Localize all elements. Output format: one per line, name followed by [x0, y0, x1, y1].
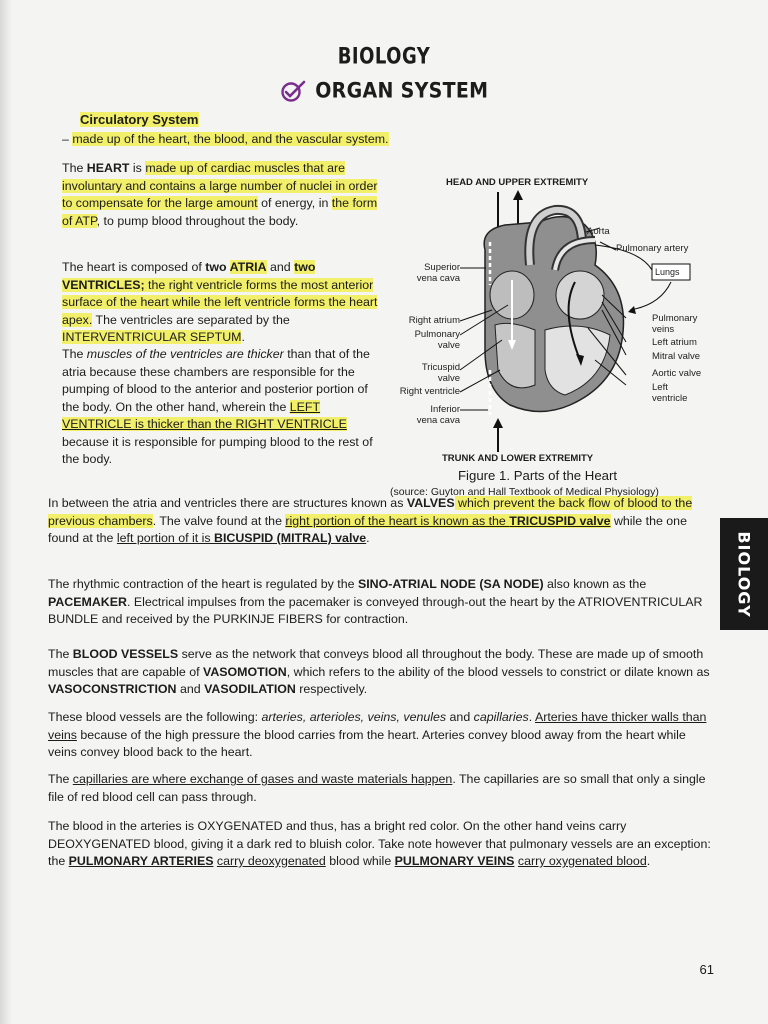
- p5-s1: BLOOD VESSELS: [72, 647, 179, 661]
- p5-s5: VASOCONSTRICTION: [48, 682, 177, 696]
- p5-s6: and: [176, 682, 205, 696]
- p7-s0: The: [48, 772, 73, 786]
- p5-s2: serve as the network that conveys blood all throughout the body. These are made up of smooth muscles that are capable of: [48, 647, 704, 679]
- section-heading-text: Circulatory System: [80, 112, 199, 127]
- section-heading: [80, 112, 199, 127]
- p2b-s0: The: [62, 347, 87, 361]
- label-right-ventricle: Right ventricle: [399, 386, 460, 397]
- heart-figure: [390, 170, 720, 500]
- p5-s4: , which refers to the ability of the blood vessels to constrict or dilate known as: [286, 664, 710, 679]
- p2b-s4: because it is responsible for pumping blood to the rest of the body.: [62, 434, 373, 466]
- p6-s5: Arteries have thicker walls than veins: [48, 710, 707, 742]
- page-title: BIOLOGY: [337, 42, 431, 70]
- p2a-s5: the right ventricle forms the most anterior surface of the heart while the left ventricle forms the heart apex.: [62, 277, 378, 327]
- label-superior-vena-cava: Superior vena cava: [416, 262, 460, 284]
- p6-s6: because of the high pressure the blood carries from the heart. Arteries convey blood away from the heart while veins convey blood back to the heart.: [48, 727, 686, 759]
- figure-top-label: HEAD AND UPPER EXTREMITY: [446, 177, 589, 188]
- p2a-s3: and: [266, 260, 295, 274]
- label-lungs: Lungs: [655, 267, 680, 277]
- page-subtitle: [0, 80, 768, 102]
- p7-s1: capillaries are where exchange of gases and waste materials happen: [72, 772, 453, 786]
- label-left-ventricle: Left ventricle: [652, 382, 688, 404]
- p8-s4: blood while: [325, 854, 395, 868]
- p5-s0: The: [48, 647, 73, 661]
- p2a-s6: The ventricles are separated by the: [92, 312, 290, 327]
- label-left-atrium: Left atrium: [652, 337, 697, 348]
- p2b-s1: muscles of the ventricles are thicker: [86, 347, 284, 361]
- p7-s2: . The capillaries are so small that only a single file of red blood cell can pass through.: [48, 772, 706, 804]
- paragraph-5: [48, 646, 712, 699]
- p2a-s4: two VENTRICLES;: [62, 260, 316, 292]
- section-side-tab: [720, 518, 768, 630]
- figure-bottom-label: TRUNK AND LOWER EXTREMITY: [442, 453, 594, 464]
- p1-s6: , to pump blood throughout the body.: [96, 213, 299, 228]
- p8-s3: carry deoxygenated: [216, 854, 326, 868]
- label-mitral-valve: Mitral valve: [652, 351, 701, 362]
- p5-s3: VASOMOTION: [202, 664, 287, 679]
- label-pulmonary-artery: Pulmonary artery: [616, 243, 689, 254]
- p8-s8: .: [646, 854, 651, 868]
- p6-s4: .: [528, 710, 535, 724]
- p3-s5: TRICUSPID valve: [509, 513, 611, 528]
- p4-s3: PACEMAKER: [48, 594, 127, 609]
- p1-s3: made up of cardiac muscles that are involuntary and contains a large number of nuclei in order to compensate for the large amount: [62, 161, 378, 210]
- p6-s0: These blood vessels are the following:: [48, 710, 262, 724]
- p3-s3: . The valve found at the: [152, 513, 286, 528]
- paragraph-3: [48, 495, 712, 548]
- p2a-s8: .: [241, 330, 245, 344]
- p6-s3: capillaries: [473, 710, 529, 724]
- p6-s1: arteries, arterioles, veins, venules: [261, 710, 447, 724]
- p3-s1: VALVES: [406, 496, 455, 510]
- paragraph-2a: [62, 259, 382, 347]
- paragraph-8: [48, 818, 712, 871]
- figure-caption: Figure 1. Parts of the Heart: [458, 468, 618, 483]
- label-inferior-vena-cava: Inferior vena cava: [416, 404, 460, 426]
- p3-s0: In between the atria and ventricles there are structures known as: [48, 496, 407, 510]
- p3-s6: while the one found at the: [48, 513, 687, 545]
- p3-s9: .: [366, 531, 370, 545]
- p4-s4: . Electrical impulses from the pacemaker is conveyed through-out the heart by the ATRIOVENTRICULAR BUNDLE and received by the PURKINJE FIBERS for contraction.: [48, 594, 703, 626]
- p5-s7: VASODILATION: [204, 682, 296, 696]
- p3-s7: left portion of it is: [116, 531, 215, 545]
- check-circle-icon: [280, 80, 306, 102]
- p3-s8: BICUSPID (MITRAL) valve: [214, 531, 367, 545]
- p3-s4: right portion of the heart is known as the: [285, 513, 510, 528]
- p8-s0: The blood in the arteries is OXYGENATED and thus, has a bright red color. On the other hand veins carry DEOXYGENATED blood, giving it a dark red to bluish color. Take note however that pulmonary vessels are an exception: the: [48, 819, 711, 868]
- p2a-s2: ATRIA: [229, 260, 267, 274]
- p4-s1: SINO-ATRIAL NODE (SA NODE): [357, 577, 544, 591]
- side-tab-label: BIOLOGY: [734, 530, 754, 618]
- p2a-s7: INTERVENTRICULAR SEPTUM: [62, 330, 242, 344]
- p1-s5: the form of ATP: [62, 196, 378, 228]
- p0-text: made up of the heart, the blood, and the vascular system.: [72, 132, 389, 146]
- paragraph-1: [62, 160, 380, 230]
- p1-s1: HEART: [86, 161, 130, 175]
- p4-s0: The rhythmic contraction of the heart is regulated by the: [48, 577, 358, 591]
- label-aortic-valve: Aortic valve: [652, 368, 702, 379]
- figure-source: (source: Guyton and Hall Textbook of Medical Physiology): [390, 486, 659, 498]
- p2b-s3: LEFT VENTRICLE is thicker than the RIGHT VENTRICLE: [62, 399, 347, 431]
- p8-s5: PULMONARY VEINS: [394, 854, 515, 868]
- paragraph-6: [48, 709, 712, 762]
- page-number: 61: [699, 962, 714, 977]
- p4-s2: also known as the: [543, 577, 647, 591]
- label-tricuspid-valve: Tricuspid valve: [421, 362, 460, 384]
- paragraph-0: – made up of the heart, the blood, and the vascular system.: [62, 132, 389, 146]
- p5-s8: respectively.: [295, 682, 368, 696]
- p2b-s2: than that of the atria because these chambers are responsible for the pumping of blood to the anterior and posterior portion of the body. On the other hand, wherein the: [62, 347, 370, 414]
- paragraph-2b: [62, 346, 380, 469]
- p3-s2: which prevent the back flow of blood to the previous chambers: [48, 496, 693, 528]
- page-edge: [0, 0, 12, 1024]
- subtitle-text: ORGAN SYSTEM: [315, 78, 489, 104]
- p2a-s0: The heart is composed of: [62, 260, 206, 274]
- p2a-s1: two: [205, 260, 230, 274]
- paragraph-4: [48, 576, 712, 629]
- label-pulmonary-valve: Pulmonary valve: [414, 329, 460, 351]
- paragraph-7: [48, 771, 712, 806]
- p1-s0: The: [62, 161, 87, 175]
- p8-s7: carry oxygenated blood: [517, 854, 647, 868]
- p1-s2: is: [129, 161, 146, 175]
- p6-s2: and: [446, 710, 474, 724]
- p1-s4: of energy, in: [257, 196, 332, 210]
- label-pulmonary-veins: Pulmonary veins: [652, 313, 698, 335]
- p8-s1: PULMONARY ARTERIES: [68, 854, 214, 868]
- label-aorta: Aorta: [587, 226, 610, 237]
- label-right-atrium: Right atrium: [408, 315, 460, 326]
